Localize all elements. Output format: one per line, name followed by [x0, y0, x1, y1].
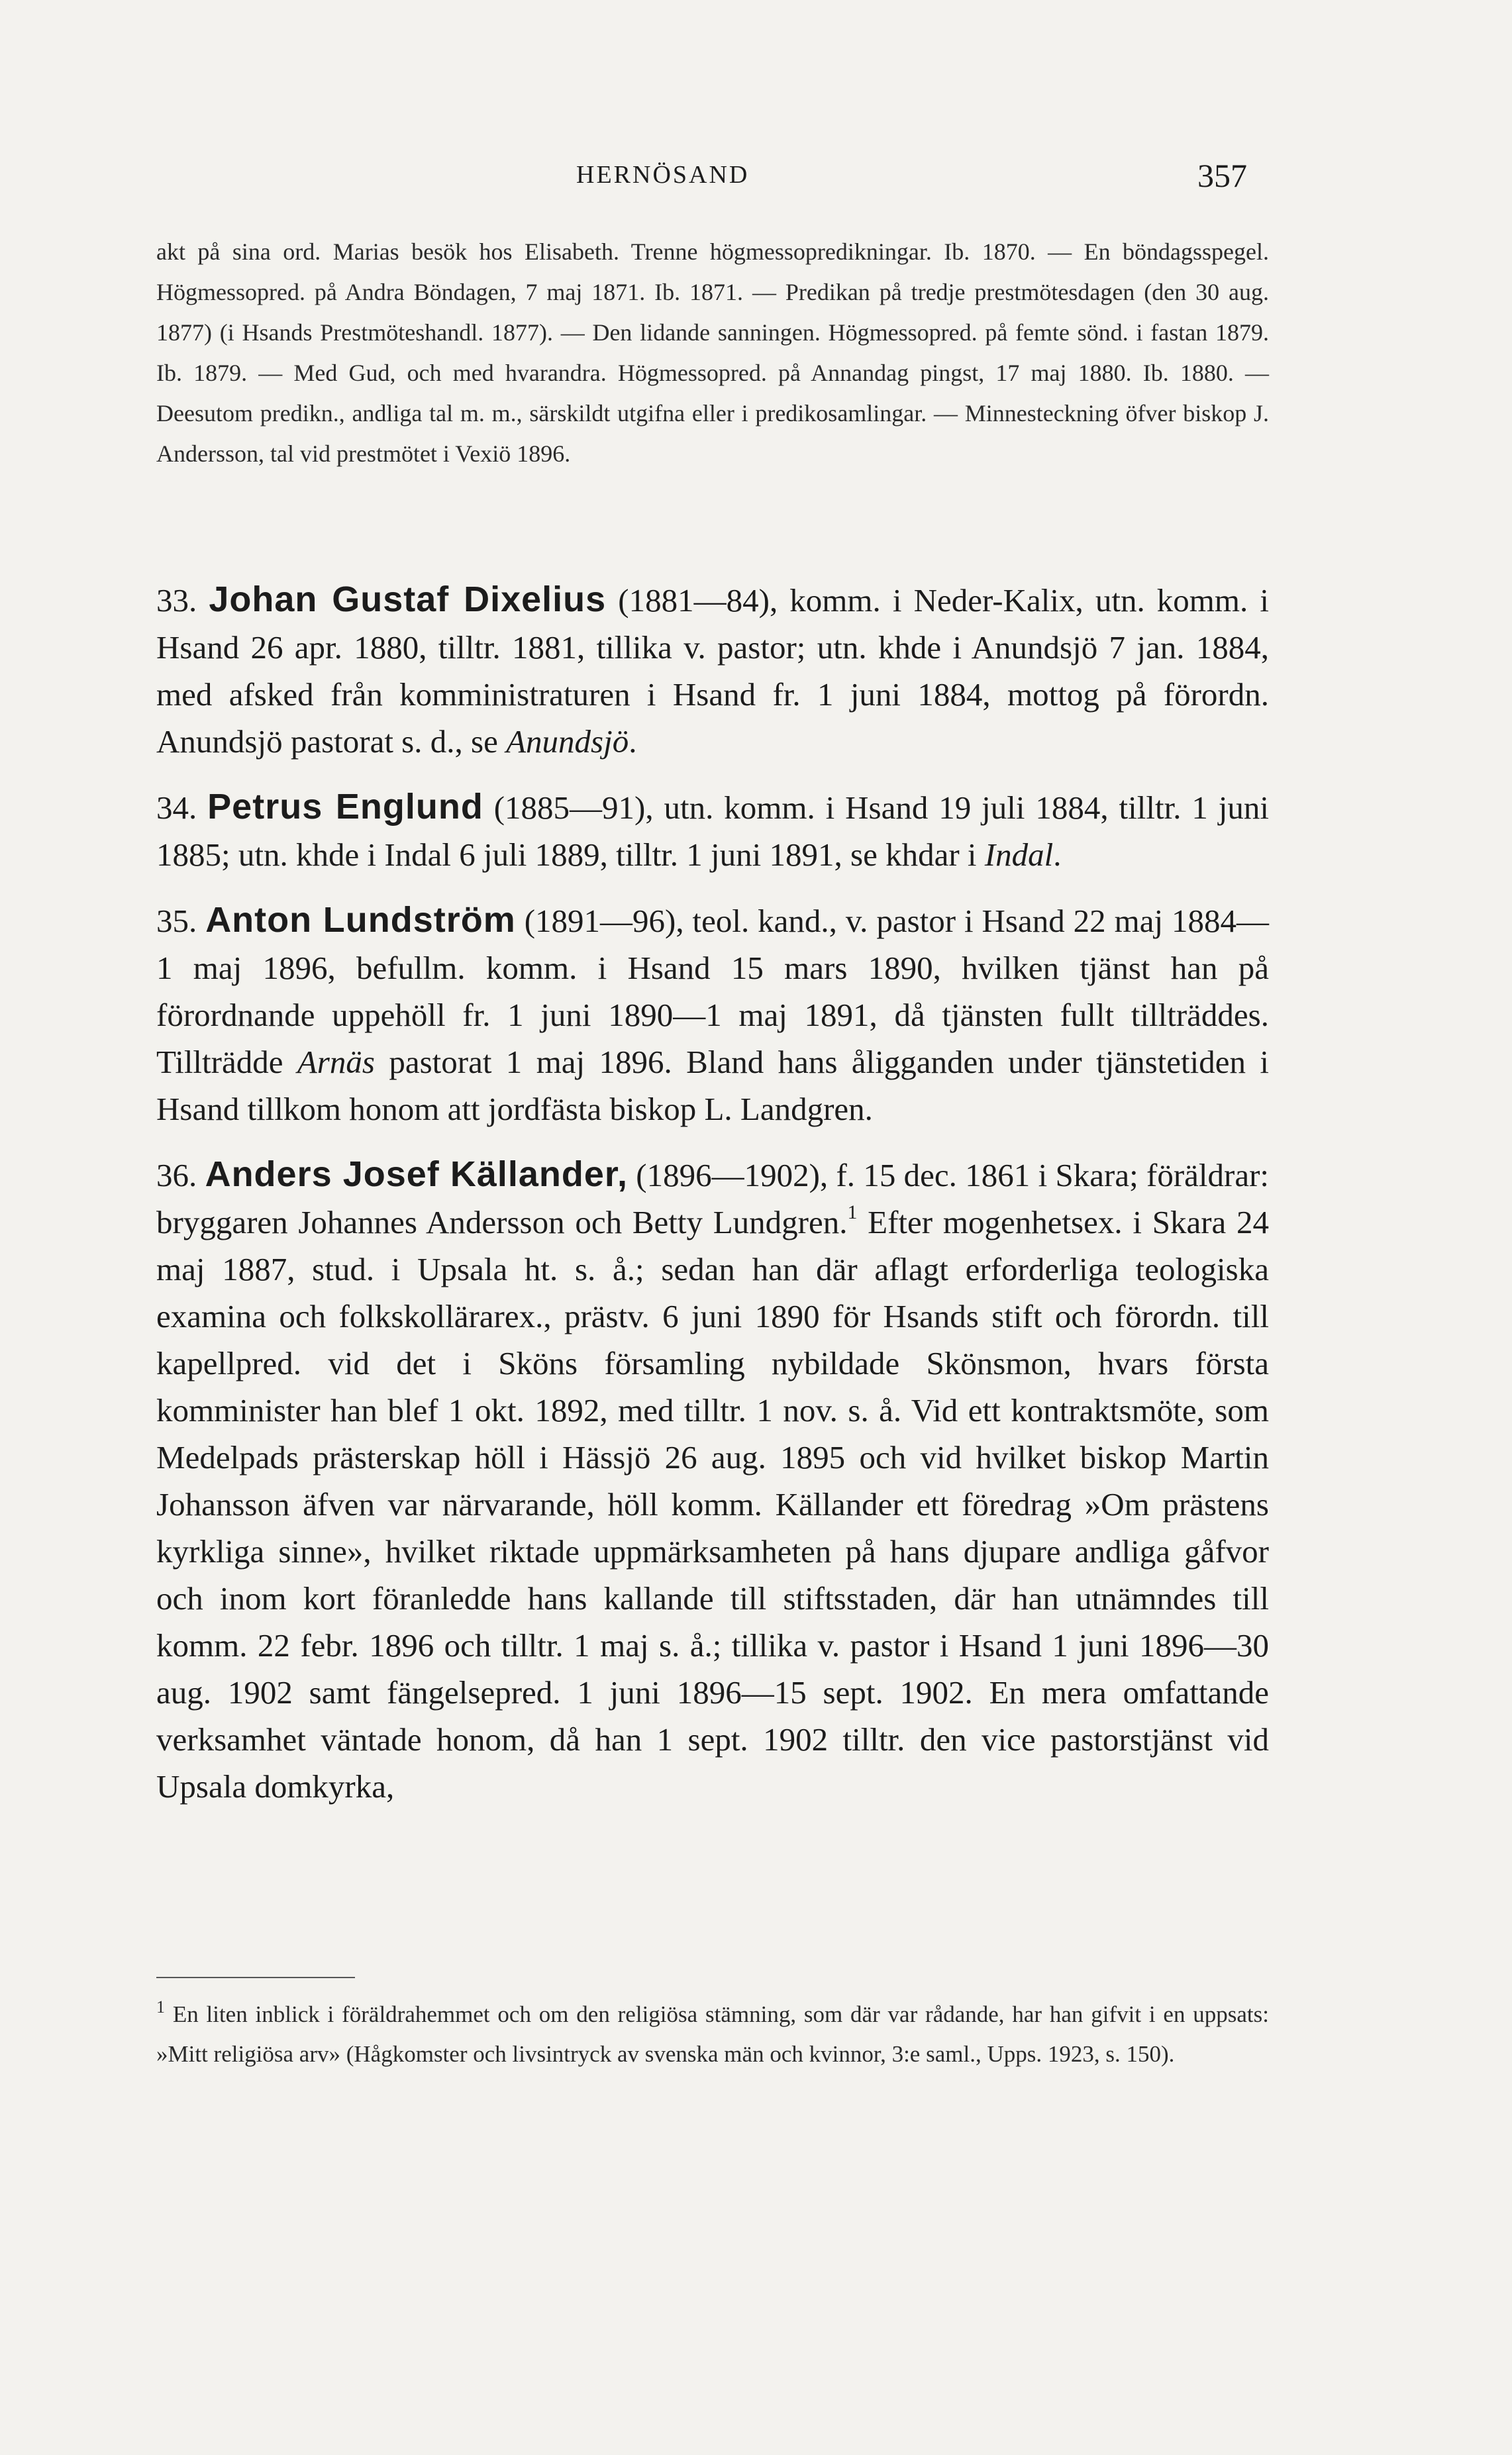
- footnote-reference[interactable]: 1: [847, 1201, 858, 1223]
- entry-number: 35.: [156, 903, 197, 939]
- entry-36: [156, 1151, 1269, 1810]
- entry-text-end: .: [629, 723, 637, 760]
- entry-text-end: Efter mogenhetsex. i Skara 24 maj 1887, stud. i Upsala ht. s. å.; sedan han där aflagt erforderliga teologiska examina och folkskollärarex., prästv. 6 juni 1890 för Hsands stift och förordn. till kapellpred. vid det i Sköns församling nybildade Skönsmon, hvars första komminister han blef 1 okt. 1892, med tilltr. 1 nov. s. å. Vid ett kontraktsmöte, som Medelpads prästerskap höll i Hässjö 26 aug. 1895 och vid hvilket biskop Martin Johansson äfven var närvarande, höll komm. Källander ett föredrag »Om prästens kyrkliga sinne», hvilket riktade uppmärksamheten på hans djupare andliga gåfvor och inom kort föranledde hans kallande till stiftsstaden, där han utnämndes till komm. 22 febr. 1896 och tilltr. 1 maj s. å.; tillika v. pastor i Hsand 1 juni 1896—30 aug. 1902 samt fängelsepred. 1 juni 1896—15 sept. 1902. En mera omfattande verksamhet väntade honom, då han 1 sept. 1902 tilltr. den vice pastorstjänst vid Upsala domkyrka,: [156, 1204, 1269, 1805]
- footnote-text: En liten inblick i föräldrahemmet och om den religiösa stämning, som där var rådande, har han gifvit i en uppsats: »Mitt religiösa arv» (Hågkomster och livsintryck av svenska män och kvinnor, 3:e saml., Upps. 1923, s. 150).: [156, 2001, 1269, 2067]
- entry-italic-place: Arnäs: [297, 1044, 375, 1080]
- entry-34: [156, 783, 1269, 878]
- entry-list: [156, 576, 1269, 1829]
- entry-text: (1885—91), utn. komm. i Hsand 19 juli 1884, tilltr. 1 juni 1885; utn. khde i Indal 6 juli 1889, tilltr. 1 juni 1891, se khdar i: [156, 789, 1270, 873]
- entry-text: (1891—96), teol. kand., v. pastor i Hsand 22 maj 1884—1 maj 1896, befullm. komm. i Hsand 15 mars 1890, hvilken tjänst han på förordnande uppehöll fr. 1 juni 1890—1 maj 1891, då tjänsten fullt tillträddes. Tillträdde: [156, 903, 1269, 1080]
- entry-number: 33.: [156, 582, 197, 619]
- entry-text: (1896—1902), f. 15 dec. 1861 i Skara; föräldrar: bryggaren Johannes Andersson och Betty Lundgren.: [156, 1157, 1269, 1240]
- page-number: 357: [1197, 157, 1247, 194]
- entry-text: (1881—84), komm. i Neder-Kalix, utn. komm. i Hsand 26 apr. 1880, tilltr. 1881, tillika v. pastor; utn. khde i Anundsjö 7 jan. 1884, med afsked från komministraturen i Hsand fr. 1 juni 1884, mottog på förordn. Anundsjö pastorat s. d., se: [156, 582, 1269, 760]
- entry-italic-place: Indal: [984, 836, 1054, 873]
- bibliography-paragraph: [156, 232, 1269, 474]
- footnote: [156, 1995, 1269, 2074]
- entry-text-end: pastorat 1 maj 1896. Bland hans åligganden under tjänstetiden i Hsand tillkom honom att jordfästa biskop L. Landgren.: [156, 1044, 1269, 1127]
- entry-name: Anton Lundström: [205, 900, 516, 940]
- entry-name: Petrus Englund: [207, 787, 483, 827]
- running-head: [0, 156, 1512, 209]
- entry-name: Anders Josef Källander,: [205, 1154, 628, 1194]
- entry-text-end: .: [1053, 836, 1062, 873]
- footnote-divider: [156, 1977, 355, 1978]
- entry-number: 36.: [156, 1157, 197, 1193]
- entry-35: [156, 897, 1269, 1132]
- footnote-marker: 1: [156, 1997, 165, 2017]
- running-title: HERNÖSAND: [576, 161, 750, 189]
- entry-number: 34.: [156, 789, 197, 826]
- bibliography-text: akt på sina ord. Marias besök hos Elisabeth. Trenne högmessopredikningar. Ib. 1870. — En böndagsspegel. Högmessopred. på Andra Böndagen, 7 maj 1871. Ib. 1871. — Predikan på tredje prestmötesdagen (den 30 aug. 1877) (i Hsands Prestmöteshandl. 1877). — Den lidande sanningen. Högmessopred. på femte sönd. i fastan 1879. Ib. 1879. — Med Gud, och med hvarandra. Högmessopred. på Annandag pingst, 17 maj 1880. Ib. 1880. — Deesutom predikn., andliga tal m. m., särskildt utgifna eller i predikosamlingar. — Minnesteckning öfver biskop J. Andersson, tal vid prestmötet i Vexiö 1896.: [156, 238, 1269, 467]
- entry-name: Johan Gustaf Dixelius: [209, 579, 607, 619]
- entry-33: [156, 576, 1269, 765]
- entry-italic-place: Anundsjö: [506, 723, 629, 760]
